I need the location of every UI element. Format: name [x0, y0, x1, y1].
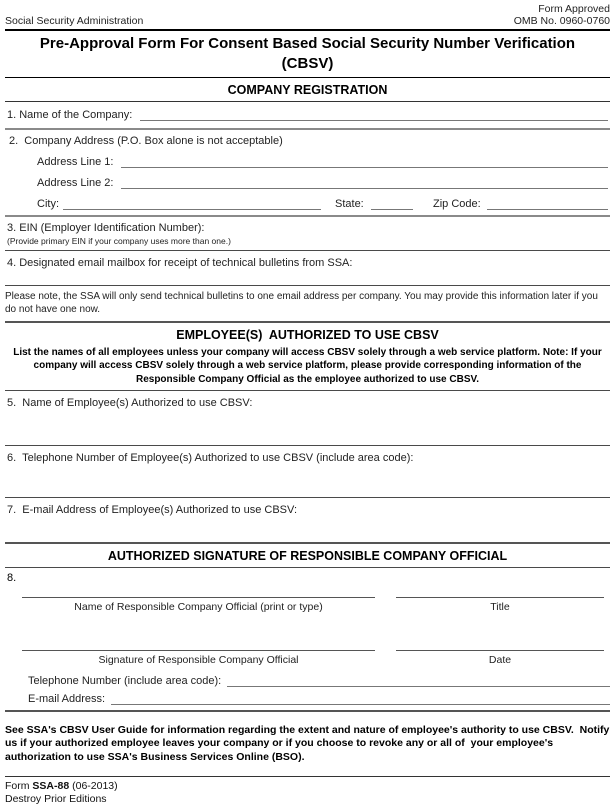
employee-email-input-area[interactable] [7, 516, 608, 542]
state-label: State: [335, 198, 364, 211]
destroy-prior-editions: Destroy Prior Editions [5, 793, 107, 806]
form-number: SSA-88 [32, 779, 70, 792]
company-registration-heading: COMPANY REGISTRATION [227, 83, 388, 98]
address-line1-input[interactable] [121, 155, 608, 168]
official-email-label: E-mail Address: [28, 692, 106, 705]
signature-section [5, 568, 610, 712]
address-line1-row [37, 155, 608, 168]
email-mailbox-row [5, 251, 610, 286]
employee-name-label: 5. Name of Employee(s) Authorized to use CBSV: [7, 396, 253, 409]
signature-date-input[interactable] [396, 637, 604, 651]
ein-note: (Provide primary EIN if your company uses more than one.) [7, 236, 231, 247]
official-signature-label: Signature of Responsible Company Official [98, 653, 299, 666]
page-header [5, 0, 610, 31]
employee-email-label: 7. E-mail Address of Employee(s) Authorized to use CBSV: [7, 503, 298, 516]
official-name-label: Name of Responsible Company Official (print or type) [74, 600, 323, 613]
official-email-row [28, 692, 610, 705]
employees-heading: EMPLOYEE(S) AUTHORIZED TO USE CBSV [176, 328, 439, 343]
address-line1-label: Address Line 1: [37, 156, 114, 169]
employee-phone-row [5, 446, 610, 498]
official-phone-label: Telephone Number (include area code): [28, 674, 222, 687]
signature-date-cell [396, 637, 604, 666]
item8-number: 8. [7, 571, 17, 584]
employee-phone-label: 6. Telephone Number of Employee(s) Authorized to use CBSV (include area code): [7, 451, 414, 464]
employee-phone-input-area[interactable] [7, 464, 608, 497]
ein-row [5, 217, 610, 251]
ein-label: 3. EIN (Employer Identification Number): [7, 222, 205, 235]
address-line2-label: Address Line 2: [37, 177, 114, 190]
signature-heading: AUTHORIZED SIGNATURE OF RESPONSIBLE COMPANY OFFICIAL [5, 544, 610, 568]
address-line2-input[interactable] [121, 176, 608, 189]
official-phone-row [28, 674, 610, 687]
form-footer [5, 777, 610, 807]
employee-email-row [5, 498, 610, 544]
form-title-line1: Pre-Approval Form For Consent Based Social Security Number Verification [39, 35, 576, 53]
official-signature-cell [22, 637, 375, 666]
form-approved-text: Form Approved [538, 3, 610, 15]
email-mailbox-label: 4. Designated email mailbox for receipt of technical bulletins from SSA: [7, 257, 353, 270]
company-address-label: 2. Company Address (P.O. Box alone is not acceptable) [9, 135, 283, 148]
official-title-label: Title [490, 600, 510, 613]
form-date: (06-2013) [69, 779, 118, 792]
address-line2-row [37, 176, 608, 189]
company-name-label: 1. Name of the Company: [7, 109, 133, 122]
official-title-cell [396, 584, 604, 613]
official-title-input[interactable] [396, 584, 604, 598]
company-name-row [5, 101, 610, 130]
signature-date-label: Date [488, 653, 512, 666]
form-prefix: Form [5, 779, 33, 792]
city-input[interactable] [63, 197, 321, 210]
form-title-line2: (CBSV) [281, 54, 334, 72]
signature-date-row [5, 637, 610, 666]
city-label: City: [37, 198, 59, 211]
form-title [5, 31, 610, 78]
omb-number: OMB No. 0960-0760 [513, 15, 610, 28]
official-signature-input[interactable] [22, 637, 375, 651]
company-name-input[interactable] [140, 108, 608, 121]
zip-code-input[interactable] [487, 197, 608, 210]
official-name-input[interactable] [22, 584, 375, 598]
employee-name-input-area[interactable] [7, 409, 608, 445]
technical-bulletin-note: Please note, the SSA will only send technical bulletins to one email address per company. You may provide this information later if you do not have one now. [5, 286, 610, 323]
official-phone-input[interactable] [227, 674, 610, 687]
official-email-input[interactable] [111, 692, 610, 705]
agency-name: Social Security Administration [5, 15, 144, 28]
user-guide-note: See SSA's CBSV User Guide for information regarding the extent and nature of employee's authority to use CBSV. Notify us if your authorized employee leaves your company or if you choose to revoke any or all of your employee's authorization to use SSA's Business Services Online (BSO). [5, 712, 610, 777]
employee-name-row [5, 391, 610, 446]
company-address-row [5, 130, 610, 217]
name-title-row [5, 584, 610, 613]
omb-approval [514, 3, 610, 27]
zip-code-label: Zip Code: [433, 198, 481, 211]
city-state-zip-row [37, 197, 608, 210]
official-name-cell [22, 584, 375, 613]
email-mailbox-input-area[interactable] [7, 269, 608, 285]
state-input[interactable] [371, 197, 413, 210]
employees-instructions: List the names of all employees unless your company will access CBSV solely through a web service platform. Note: If your company will access CBSV solely through a web service platform, please provide corresponding information of the Responsible Company Official as the employee authorized to use CBSV. [5, 346, 610, 391]
form-number-line [5, 780, 610, 794]
